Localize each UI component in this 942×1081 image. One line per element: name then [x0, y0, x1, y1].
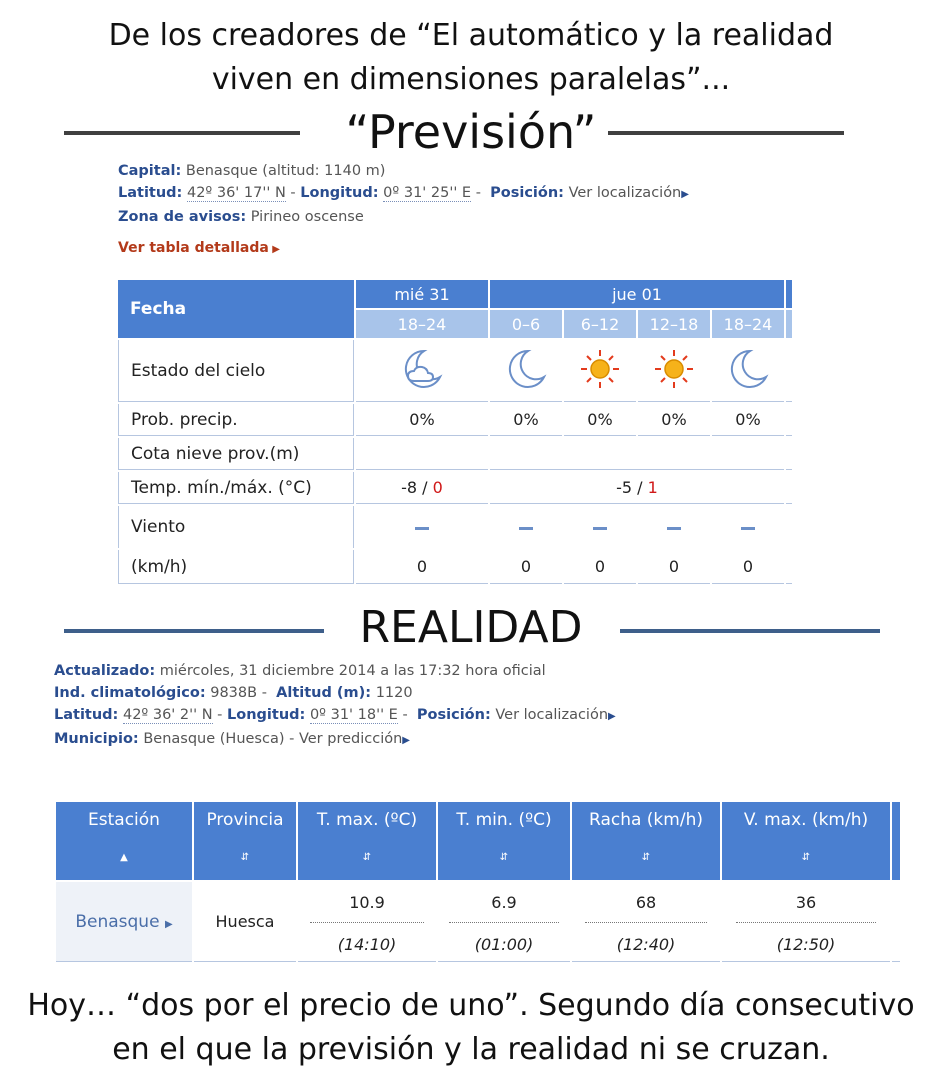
wind-speed-cell: 0 — [564, 550, 636, 584]
position-link[interactable]: Ver localización — [495, 707, 609, 723]
municipality-value: Benasque (Huesca) — [143, 731, 285, 747]
separator: - — [289, 731, 295, 747]
overflow-column — [786, 438, 792, 470]
forecast-info — [118, 160, 689, 228]
coordinates-line — [54, 704, 616, 728]
precip-cell: 0% — [712, 404, 784, 436]
tmax-time: (14:10) — [337, 935, 397, 954]
top-caption-line-2: viven en dimensiones paralelas”... — [211, 62, 731, 97]
row-label-temp: Temp. mín./máx. (°C) — [118, 472, 354, 504]
latitude-value: 42º 36' 17'' N — [186, 185, 286, 201]
calm-dash-icon — [593, 527, 607, 530]
zone-label: Zona de avisos: — [118, 209, 247, 225]
station-name: Benasque — [75, 911, 160, 932]
forecast-table — [116, 278, 794, 586]
temp-cell-day1 — [356, 472, 488, 504]
latitude-label: Latitud: — [118, 185, 183, 201]
row-label-snow: Cota nieve prov.(m) — [118, 438, 354, 470]
wind-direction-cell — [564, 506, 636, 548]
temp-cell-day2 — [490, 472, 784, 504]
position-label: Posición: — [490, 185, 564, 201]
realidad-heading: REALIDAD — [359, 602, 583, 653]
wind-speed-cell: 0 — [356, 550, 488, 584]
wind-direction-cell — [712, 506, 784, 548]
separator: - — [475, 185, 481, 201]
climatological-line — [54, 682, 616, 704]
column-header-label: Racha (km/h) — [589, 810, 703, 830]
column-header-vmax[interactable] — [722, 802, 890, 880]
wind-direction-cell — [638, 506, 710, 548]
bottom-caption-line-2: en el que la previsión y la realidad ni se cruzan. — [112, 1032, 830, 1067]
arrow-right-icon: ▶ — [268, 244, 280, 255]
station-link[interactable] — [56, 882, 192, 962]
gust-value: 68 — [635, 893, 657, 912]
wind-speed-cell: 0 — [638, 550, 710, 584]
period-header: 18–24 — [356, 310, 488, 338]
calm-dash-icon — [519, 527, 533, 530]
table-row — [56, 882, 900, 962]
temp-min: -5 — [616, 478, 633, 497]
wind-speed-cell: 0 — [490, 550, 562, 584]
altitude-value: 1120 — [375, 685, 413, 701]
latitude-label: Latitud: — [54, 707, 119, 723]
column-header-province[interactable] — [194, 802, 296, 880]
moon-icon — [490, 340, 562, 402]
vmax-value: 36 — [795, 893, 817, 912]
tmax-value: 10.9 — [349, 893, 385, 912]
tmin-value: 6.9 — [491, 893, 517, 912]
row-label-sky: Estado del cielo — [118, 340, 354, 402]
tmax-cell — [298, 882, 436, 962]
overflow-column — [892, 802, 900, 880]
period-header: 6–12 — [564, 310, 636, 338]
overflow-column — [786, 310, 792, 338]
separator: - — [402, 707, 408, 723]
temp-separator: / — [632, 478, 648, 497]
capital-label: Capital: — [118, 163, 182, 179]
sort-icon: ⇵ — [240, 852, 250, 863]
column-header-label: T. min. (ºC) — [456, 810, 552, 830]
sun-icon — [638, 340, 710, 402]
overflow-column — [786, 550, 792, 584]
arrow-right-icon: ▶ — [681, 189, 689, 200]
position-label: Posición: — [416, 707, 491, 723]
sort-icon: ⇵ — [641, 852, 651, 863]
day-header: jue 01 — [490, 280, 784, 308]
longitude-value: 0º 31' 18'' E — [309, 707, 398, 723]
top-caption — [0, 14, 942, 102]
bottom-caption — [0, 984, 942, 1072]
altitude-label: Altitud (m): — [276, 685, 372, 701]
municipality-label: Municipio: — [54, 731, 139, 747]
detailed-table-link[interactable] — [118, 240, 280, 256]
precip-cell: 0% — [356, 404, 488, 436]
arrow-right-icon: ▶ — [164, 918, 173, 930]
vmax-cell — [722, 882, 890, 962]
moon-icon — [712, 340, 784, 402]
wind-speed-cell: 0 — [712, 550, 784, 584]
day-header: mié 31 — [356, 280, 488, 308]
observation-info — [54, 660, 616, 752]
zone-line — [118, 206, 689, 228]
precip-cell: 0% — [564, 404, 636, 436]
separator: - — [290, 185, 296, 201]
position-link[interactable]: Ver localización — [568, 185, 682, 201]
column-header-tmax[interactable] — [298, 802, 436, 880]
province-cell: Huesca — [194, 882, 296, 962]
column-header-label: V. max. (km/h) — [743, 810, 869, 830]
updated-value: miércoles, 31 diciembre 2014 a las 17:32 hora oficial — [159, 663, 546, 679]
longitude-label: Longitud: — [300, 185, 379, 201]
temp-max: 1 — [647, 478, 658, 497]
latitude-value: 42º 36' 2'' N — [122, 707, 213, 723]
column-header-label: T. max. (ºC) — [316, 810, 418, 830]
arrow-right-icon: ▶ — [608, 711, 616, 722]
separator: - — [261, 685, 267, 701]
arrow-right-icon: ▶ — [402, 735, 410, 746]
calm-dash-icon — [741, 527, 755, 530]
climatological-value: 9838B — [210, 685, 258, 701]
row-label-wind: Viento — [118, 506, 354, 548]
longitude-label: Longitud: — [227, 707, 306, 723]
moon-cloud-icon — [356, 340, 488, 402]
detailed-table-link-label: Ver tabla detallada — [118, 240, 269, 256]
sort-asc-icon: ▲ — [120, 852, 128, 863]
period-header: 0–6 — [490, 310, 562, 338]
sort-icon: ⇵ — [499, 852, 509, 863]
column-header-station[interactable] — [56, 802, 192, 880]
calm-dash-icon — [667, 527, 681, 530]
overflow-column — [786, 404, 792, 436]
tmin-cell — [438, 882, 570, 962]
tmin-time: (01:00) — [474, 935, 534, 954]
gust-cell — [572, 882, 720, 962]
wind-direction-cell — [490, 506, 562, 548]
overflow-column — [786, 280, 792, 308]
temp-min: -8 — [401, 478, 418, 497]
zone-value: Pirineo oscense — [250, 209, 364, 225]
observation-table — [54, 800, 902, 964]
updated-label: Actualizado: — [54, 663, 156, 679]
temp-separator: / — [417, 478, 433, 497]
precip-cell: 0% — [638, 404, 710, 436]
updated-line — [54, 660, 616, 682]
sort-icon: ⇵ — [362, 852, 372, 863]
sun-icon — [564, 340, 636, 402]
period-header: 12–18 — [638, 310, 710, 338]
row-label-wind-unit: (km/h) — [118, 550, 354, 584]
precip-cell: 0% — [490, 404, 562, 436]
calm-dash-icon — [415, 527, 429, 530]
separator: - — [217, 707, 223, 723]
vmax-time: (12:50) — [776, 935, 836, 954]
longitude-value: 0º 31' 25'' E — [383, 185, 472, 201]
gust-time: (12:40) — [616, 935, 676, 954]
column-header-label: Estación — [88, 810, 160, 830]
sort-icon: ⇵ — [801, 852, 811, 863]
overflow-column — [786, 506, 792, 548]
coordinates-line — [118, 182, 689, 206]
overflow-column — [786, 340, 792, 402]
overflow-column — [892, 882, 900, 962]
bottom-caption-line-1: Hoy… “dos por el precio de uno”. Segundo día consecutivo — [27, 988, 915, 1023]
temp-max: 0 — [432, 478, 443, 497]
column-header-tmin[interactable] — [438, 802, 570, 880]
climatological-label: Ind. climatológico: — [54, 685, 206, 701]
municipality-line — [54, 728, 616, 752]
capital-value: Benasque (altitud: 1140 m) — [185, 163, 386, 179]
capital-line — [118, 160, 689, 182]
column-header-gust[interactable] — [572, 802, 720, 880]
fecha-header: Fecha — [118, 280, 354, 338]
prediction-link[interactable]: Ver predicción — [298, 731, 403, 747]
row-label-precip: Prob. precip. — [118, 404, 354, 436]
overflow-column — [786, 472, 792, 504]
period-header: 18–24 — [712, 310, 784, 338]
top-caption-line-1: De los creadores de “El automático y la realidad — [108, 18, 834, 53]
wind-direction-cell — [356, 506, 488, 548]
column-header-label: Provincia — [206, 810, 284, 830]
snow-cell — [356, 438, 488, 470]
snow-cell — [490, 438, 784, 470]
prevision-heading: “Previsión” — [345, 105, 597, 159]
